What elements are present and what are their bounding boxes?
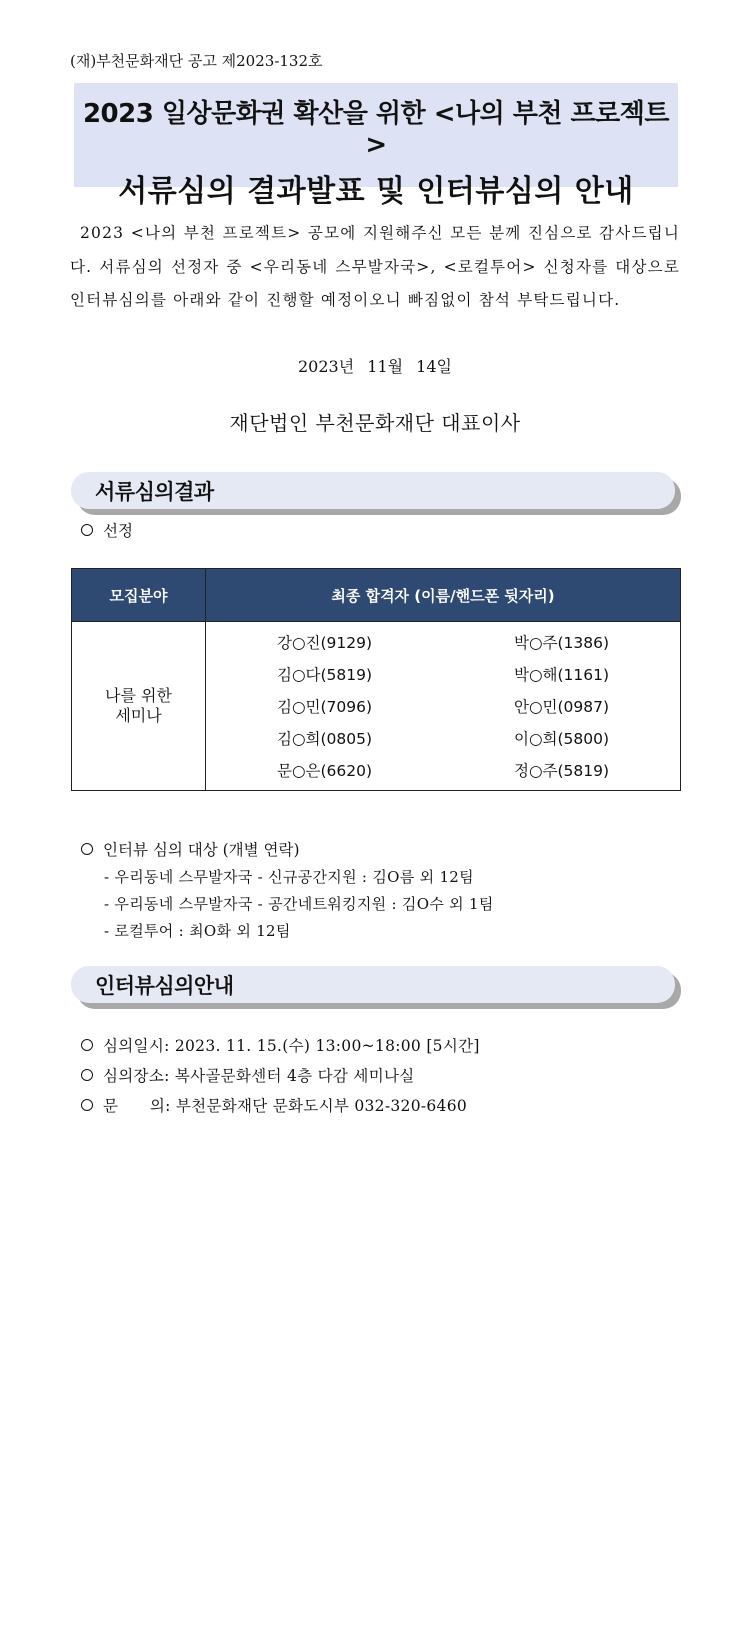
circle-bullet-icon	[81, 843, 93, 855]
field-line-2: 세미나	[115, 706, 162, 725]
winner-name: 박○주(1386)	[513, 634, 609, 652]
notice-number: (재)부천문화재단 공고 제2023-132호	[70, 52, 323, 70]
title-line-1: 2023 일상문화권 확산을 위한 <나의 부천 프로젝트>	[82, 99, 670, 160]
circle-bullet-icon	[81, 1069, 93, 1081]
interview-target-label: 인터뷰 심의 대상 (개별 연락)	[103, 841, 300, 859]
header-winners: 최종 합격자 (이름/핸드폰 뒷자리)	[206, 569, 681, 622]
winner-name: 정○주(5819)	[513, 762, 609, 780]
section-heading-document-review	[71, 472, 675, 509]
info-schedule	[81, 1034, 480, 1056]
selection-bullet	[81, 519, 133, 541]
intro-paragraph: 2023 <나의 부천 프로젝트> 공모에 지원해주신 모든 분께 진심으로 감사드립니다. 서류심의 선정자 중 <우리동네 스무발자국>, <로컬투어> 신청자를 대상으로 인터뷰심의를 아래와 같이 진행할 예정이오니 빠짐없이 참석 부탁드립니다.	[70, 224, 680, 309]
winners-cell	[206, 622, 681, 791]
info-location	[81, 1064, 415, 1086]
title-line-2: 서류심의 결과발표 및 인터뷰심의 안내	[118, 174, 634, 209]
winner-name: 김○민(7096)	[276, 698, 372, 716]
interview-item: - 우리동네 스무발자국 - 공간네트워킹지원 : 김O수 외 1팀	[104, 895, 494, 913]
info-location-text: 심의장소: 복사골문화센터 4층 다감 세미나실	[103, 1067, 415, 1085]
organization-signature: 재단법인 부천문화재단 대표이사	[229, 411, 521, 435]
title-banner	[74, 83, 678, 209]
header-field: 모집분야	[72, 569, 206, 622]
info-schedule-text: 심의일시: 2023. 11. 15.(수) 13:00~18:00 [5시간]	[103, 1037, 480, 1055]
winner-name: 이○희(5800)	[513, 730, 609, 748]
winner-name: 김○희(0805)	[276, 730, 372, 748]
circle-bullet-icon	[81, 1039, 93, 1051]
section-heading-label: 인터뷰심의안내	[95, 974, 234, 998]
table-header-row	[72, 569, 681, 622]
field-line-1: 나를 위한	[105, 686, 172, 705]
winner-name: 강○진(9129)	[276, 634, 372, 652]
field-cell	[72, 622, 206, 791]
section-heading-label: 서류심의결과	[95, 480, 214, 504]
selection-label: 선정	[103, 522, 133, 540]
winner-name: 문○은(6620)	[276, 762, 372, 780]
info-contact-text: 문 의: 부천문화재단 문화도시부 032-320-6460	[103, 1097, 468, 1115]
interview-target-bullet	[81, 838, 300, 860]
winner-name: 안○민(0987)	[513, 698, 609, 716]
results-table	[71, 568, 681, 791]
winner-name: 김○다(5819)	[276, 666, 372, 684]
circle-bullet-icon	[81, 524, 93, 536]
winners-grid	[206, 634, 680, 780]
announcement-date: 2023년 11월 14일	[298, 357, 452, 376]
interview-item: - 우리동네 스무발자국 - 신규공간지원 : 김O름 외 12팀	[104, 868, 474, 886]
section-heading-interview-guide	[71, 966, 675, 1003]
table-row	[72, 622, 681, 791]
interview-item: - 로컬투어 : 최O화 외 12팀	[104, 922, 291, 940]
winner-name: 박○해(1161)	[513, 666, 609, 684]
circle-bullet-icon	[81, 1099, 93, 1111]
info-contact	[81, 1094, 467, 1116]
